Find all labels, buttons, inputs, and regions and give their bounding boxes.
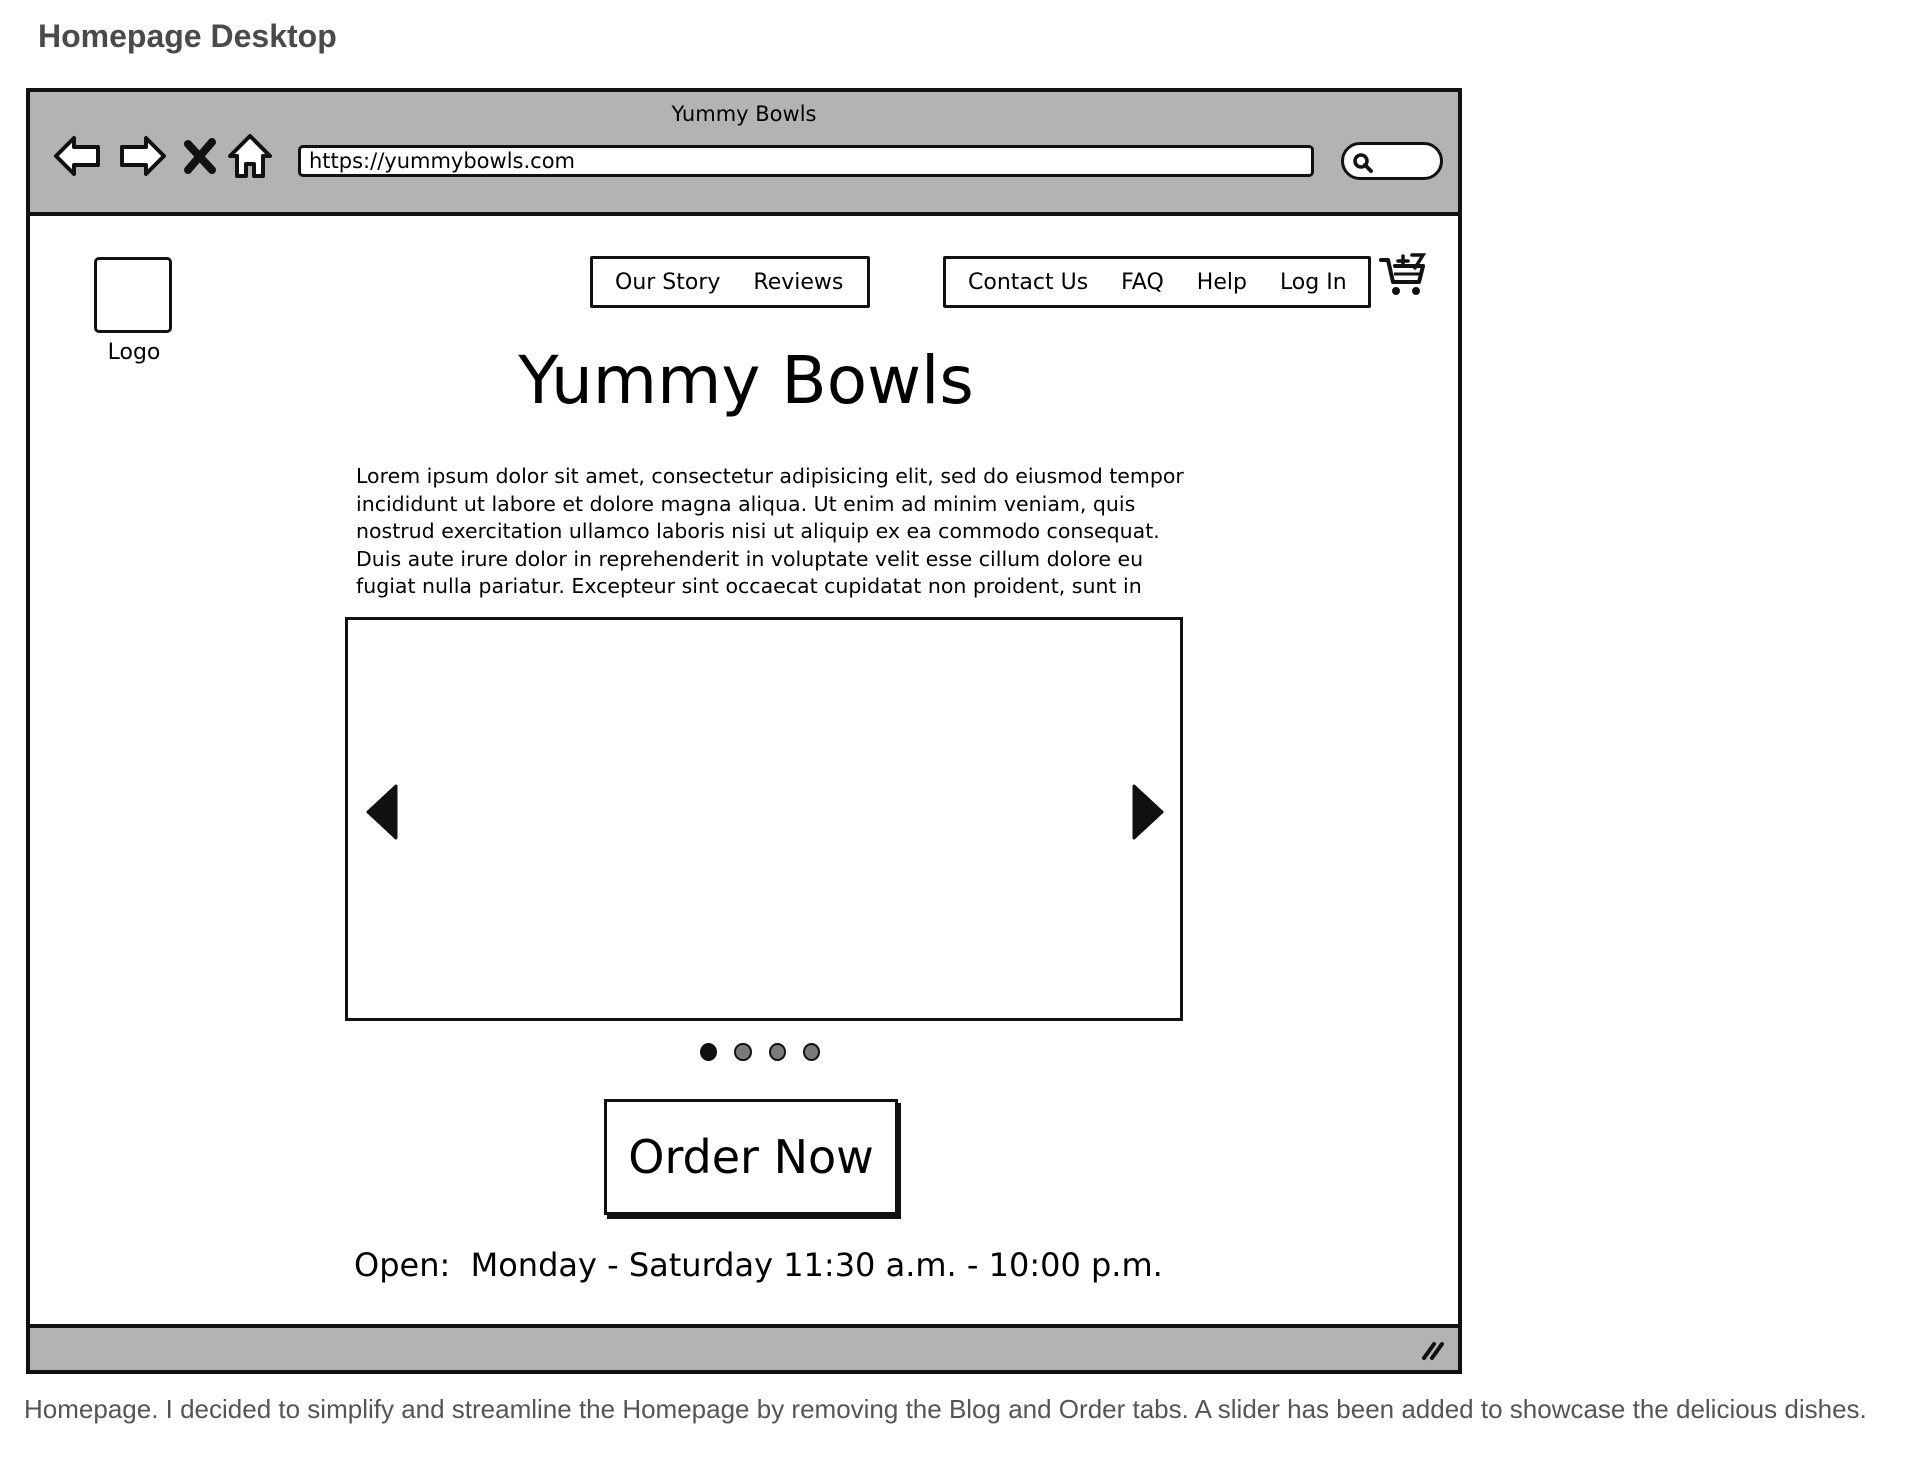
slider-next-icon[interactable] [1126,782,1166,842]
slider-dot[interactable] [734,1043,751,1061]
logo[interactable] [94,257,172,333]
slider-dot[interactable] [700,1043,717,1061]
resize-grip-icon[interactable] [1420,1338,1446,1362]
window-title: Yummy Bowls [671,102,817,126]
back-icon[interactable] [52,130,104,182]
order-now-button[interactable]: Order Now [604,1099,898,1215]
browser-title-bar [30,92,1458,216]
nav-our-story[interactable]: Our Story [615,269,721,295]
page-heading: Homepage Desktop [38,18,337,54]
slider-prev-icon[interactable] [364,782,404,842]
site-title: Yummy Bowls [518,342,974,419]
intro-paragraph: Lorem ipsum dolor sit amet, consectetur adipisicing elit, sed do eiusmod tempor incididunt ut labore et dolore magna aliqua. Ut enim ad minim veniam, quis nostrud exercitation ullamco laboris nisi ut aliquip ex ea commodo consequat. Duis aute irure dolor in reprehenderit in voluptate velit esse cillum dolore eu fugiat nulla pariatur. Excepteur sint occaecat cupidatat non proident, sunt in [356,464,1184,598]
browser-status-bar [30,1324,1458,1370]
browser-window [26,88,1462,1374]
slider-dot[interactable] [769,1043,786,1061]
home-icon[interactable] [226,130,274,182]
opening-hours: Open: Monday - Saturday 11:30 a.m. - 10:00 p.m. [354,1246,1163,1284]
slider-pagination [700,1043,820,1067]
stop-icon[interactable] [180,130,220,182]
nav-faq[interactable]: FAQ [1121,269,1164,295]
nav-help[interactable]: Help [1196,269,1247,295]
nav-reviews[interactable]: Reviews [753,269,844,295]
logo-label: Logo [107,340,161,365]
slider-dot[interactable] [803,1043,820,1061]
url-field[interactable]: https://yummybowls.com [298,145,1314,177]
image-slider[interactable] [345,617,1183,1021]
nav-contact-us[interactable]: Contact Us [968,269,1089,295]
primary-nav [590,256,870,308]
cart-add-icon[interactable] [1379,252,1429,300]
browser-search-field[interactable] [1341,142,1443,180]
page-caption: Homepage. I decided to simplify and streamline the Homepage by removing the Blog and Order tabs. A slider has been added to showcase the delicious dishes. [24,1394,1867,1424]
forward-icon[interactable] [116,130,168,182]
secondary-nav [943,256,1371,308]
search-icon [1352,152,1374,174]
nav-log-in[interactable]: Log In [1279,269,1347,295]
